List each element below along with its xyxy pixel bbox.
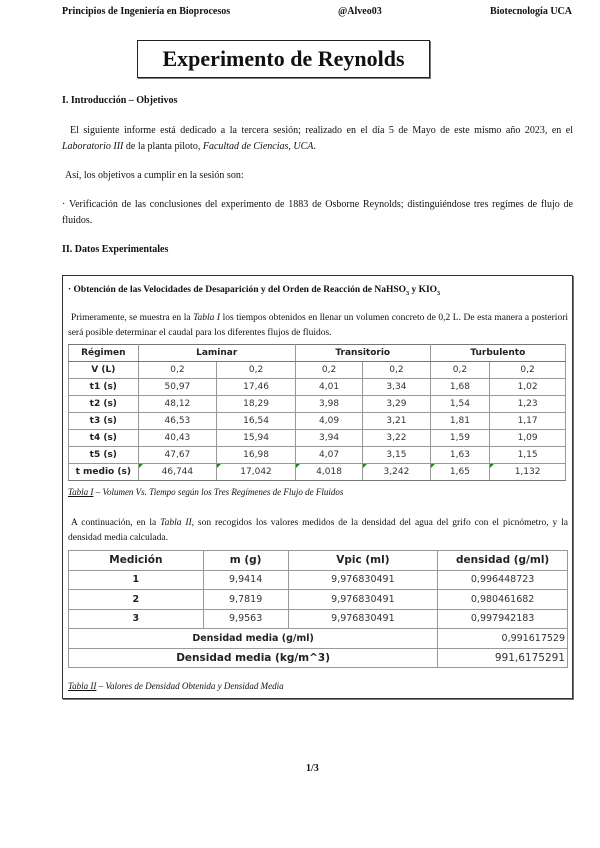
mean-density-gml-row — [69, 629, 568, 649]
table-cell: 3,15 — [363, 447, 430, 464]
table-density — [68, 550, 568, 668]
table-cell: 9,9563 — [203, 609, 288, 629]
table-header-row — [69, 551, 568, 571]
table-row — [69, 570, 568, 590]
table-cell: 4,07 — [295, 447, 362, 464]
table-header-cell: Laminar — [138, 345, 295, 362]
table-header-cell: Vpic (ml) — [288, 551, 438, 571]
table-cell: 4,01 — [295, 379, 362, 396]
table-row — [69, 430, 566, 447]
table-header-cell: Turbulento — [430, 345, 565, 362]
objectives-intro: Así, los objetivos a cumplir en la sesión son: — [65, 170, 244, 181]
table-cell: 50,97 — [138, 379, 217, 396]
table-header-row — [69, 345, 566, 362]
table-cell: 47,67 — [138, 447, 217, 464]
mean-value: 991,6175291 — [438, 648, 568, 668]
table-cell: 1,63 — [430, 447, 490, 464]
table-row — [69, 464, 566, 481]
table-cell: 1,15 — [490, 447, 566, 464]
mean-label: Densidad media (kg/m^3) — [69, 648, 438, 668]
table-row — [69, 590, 568, 610]
table-cell: 0,2 — [490, 362, 566, 379]
table-cell: 1,54 — [430, 396, 490, 413]
mean-value: 0,991617529 — [438, 629, 568, 649]
table-cell: 18,29 — [217, 396, 296, 413]
experimental-data-box — [62, 275, 573, 699]
box-heading: · Obtención de las Velocidades de Desaparición y del Orden de Reacción de NaHSO$_3$ y $KIO_3$ — [68, 285, 441, 297]
header-course: Principios de Ingeniería en Bioprocesos — [62, 6, 231, 17]
table-cell: 3,94 — [295, 430, 362, 447]
table-cell: 46,744 — [138, 464, 217, 481]
table-cell: 0,2 — [138, 362, 217, 379]
row-label: 1 — [69, 570, 204, 590]
table2-intro: A continuación, en la Tabla II, son recogidos los valores medidos de la densidad del agua del grifo con el picnómetro, y la densidad media calculada. — [68, 518, 568, 543]
table-cell: 1,09 — [490, 430, 566, 447]
row-label: 3 — [69, 609, 204, 629]
table-cell: 0,997942183 — [438, 609, 568, 629]
header-author: @Alveo03 — [338, 6, 382, 17]
table-cell: 4,018 — [295, 464, 362, 481]
table-cell: 16,54 — [217, 413, 296, 430]
table-header-cell: Transitorio — [295, 345, 430, 362]
table-cell: 3,98 — [295, 396, 362, 413]
table-cell: 15,94 — [217, 430, 296, 447]
table2-caption: Tabla II – Valores de Densidad Obtenida y Densidad Media — [68, 681, 284, 691]
table-cell: 1,17 — [490, 413, 566, 430]
table1-caption: Tabla I – Volumen Vs. Tiempo según los Tres Regímenes de Flujo de Fluidos — [68, 487, 344, 497]
table-cell: 4,09 — [295, 413, 362, 430]
table-row — [69, 447, 566, 464]
table-header-cell: m (g) — [203, 551, 288, 571]
table-cell: 1,65 — [430, 464, 490, 481]
row-label: t5 (s) — [69, 447, 139, 464]
table-cell: 9,7819 — [203, 590, 288, 610]
row-label: t3 (s) — [69, 413, 139, 430]
table-cell: 3,21 — [363, 413, 430, 430]
table-cell: 9,976830491 — [288, 590, 438, 610]
table-header-cell: Régimen — [69, 345, 139, 362]
table-cell: 0,996448723 — [438, 570, 568, 590]
section-heading-intro: I. Introducción – Objetivos — [62, 95, 178, 106]
table-cell: 3,22 — [363, 430, 430, 447]
table-cell: 1,23 — [490, 396, 566, 413]
objective-item: · Verificación de las conclusiones del experimento de 1883 de Osborne Reynolds; distinguiéndose tres regímes de flujo de fluidos. — [62, 199, 573, 226]
table-header-cell: densidad (g/ml) — [438, 551, 568, 571]
intro-paragraph: El siguiente informe está dedicado a la tercera sesión; realizado en el día 5 de Mayo de este mismo año 2023, en el Laboratorio III de la planta piloto, Facultad de Ciencias, UCA. — [62, 125, 573, 152]
table-cell: 3,242 — [363, 464, 430, 481]
row-label: t medio (s) — [69, 464, 139, 481]
table-cell: 1,81 — [430, 413, 490, 430]
table-header-cell: Medición — [69, 551, 204, 571]
page-number: 1/3 — [306, 763, 319, 774]
table-cell: 1,59 — [430, 430, 490, 447]
table-cell: 0,2 — [295, 362, 362, 379]
table-cell: 3,34 — [363, 379, 430, 396]
table1-intro: Primeramente, se muestra en la Tabla I los tiempos obtenidos en llenar un volumen concreto de 0,2 L. De esta manera a posteriori será posible determinar el caudal para los diferentes flujos de fluidos. — [68, 313, 569, 338]
table-cell: 40,43 — [138, 430, 217, 447]
table-row — [69, 609, 568, 629]
table-row — [69, 413, 566, 430]
table-cell: 9,976830491 — [288, 570, 438, 590]
row-label: V (L) — [69, 362, 139, 379]
table-cell: 46,53 — [138, 413, 217, 430]
table-row — [69, 362, 566, 379]
table-cell: 1,132 — [490, 464, 566, 481]
table-cell: 9,9414 — [203, 570, 288, 590]
table-cell: 3,29 — [363, 396, 430, 413]
table-cell: 1,02 — [490, 379, 566, 396]
row-label: t1 (s) — [69, 379, 139, 396]
table-cell: 17,46 — [217, 379, 296, 396]
table-cell: 1,68 — [430, 379, 490, 396]
row-label: 2 — [69, 590, 204, 610]
row-label: t2 (s) — [69, 396, 139, 413]
table-row — [69, 396, 566, 413]
table-cell: 0,2 — [363, 362, 430, 379]
table-row — [69, 379, 566, 396]
table-cell: 48,12 — [138, 396, 217, 413]
table-cell: 0,2 — [430, 362, 490, 379]
table-cell: 0,980461682 — [438, 590, 568, 610]
table-volume-time — [68, 344, 566, 481]
table-cell: 17,042 — [217, 464, 296, 481]
mean-label: Densidad media (g/ml) — [69, 629, 438, 649]
table-cell: 9,976830491 — [288, 609, 438, 629]
page-title: Experimento de Reynolds — [137, 40, 430, 78]
section-heading-data: II. Datos Experimentales — [62, 244, 169, 255]
table-cell: 16,98 — [217, 447, 296, 464]
header-degree: Biotecnología UCA — [490, 6, 572, 17]
row-label: t4 (s) — [69, 430, 139, 447]
table-cell: 0,2 — [217, 362, 296, 379]
mean-density-kg-row — [69, 648, 568, 668]
